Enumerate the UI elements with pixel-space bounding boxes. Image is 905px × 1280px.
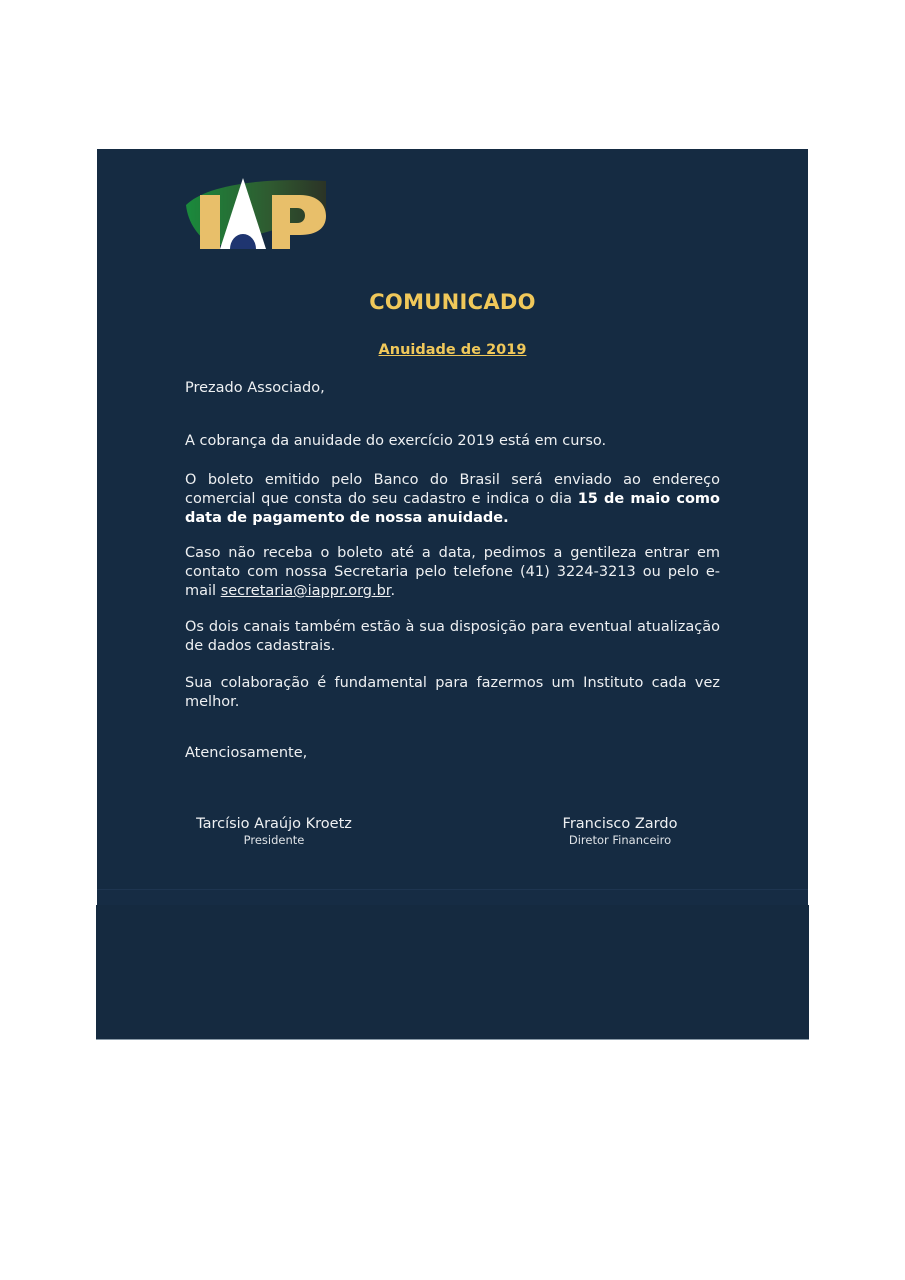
document-title: COMUNICADO xyxy=(369,290,536,314)
signature-president xyxy=(170,815,378,848)
greeting: Prezado Associado, xyxy=(185,380,325,396)
email-link[interactable]: secretaria@iappr.org.br xyxy=(220,583,391,599)
footer-panel xyxy=(96,905,809,1040)
signer-role: Presidente xyxy=(243,833,305,847)
signer-name: Tarcísio Araújo Kroetz xyxy=(196,816,352,832)
paragraph-2 xyxy=(185,471,720,528)
panel-divider-strip xyxy=(97,889,808,906)
paragraph-1: A cobrança da anuidade do exercício 2019 está em curso. xyxy=(185,433,607,449)
paragraph-2-text: O boleto emitido pelo Banco do Brasil será enviado ao endereço comercial que consta do seu cadastro e indica o dia xyxy=(185,472,720,507)
signer-role: Diretor Financeiro xyxy=(568,833,672,847)
paragraph-3-end: . xyxy=(390,583,396,599)
closing: Atenciosamente, xyxy=(185,745,308,761)
paragraph-3 xyxy=(185,544,720,601)
document-subtitle: Anuidade de 2019 xyxy=(378,342,527,358)
iap-logo xyxy=(184,175,330,253)
signature-financial-director xyxy=(530,815,710,848)
signer-name: Francisco Zardo xyxy=(562,816,678,832)
paragraph-3-text: Caso não receba o boleto até a data, pedimos a gentileza entrar em contato com nossa Secretaria pelo telefone (41) 3224-3213 ou pelo e-mail xyxy=(185,545,720,599)
payment-date-highlight: 15 de maio como data de pagamento de nossa anuidade. xyxy=(185,491,720,526)
paragraph-5: Sua colaboração é fundamental para fazermos um Instituto cada vez melhor. xyxy=(185,675,720,710)
paragraph-4: Os dois canais também estão à sua disposição para eventual atualização de dados cadastrais. xyxy=(185,619,720,654)
